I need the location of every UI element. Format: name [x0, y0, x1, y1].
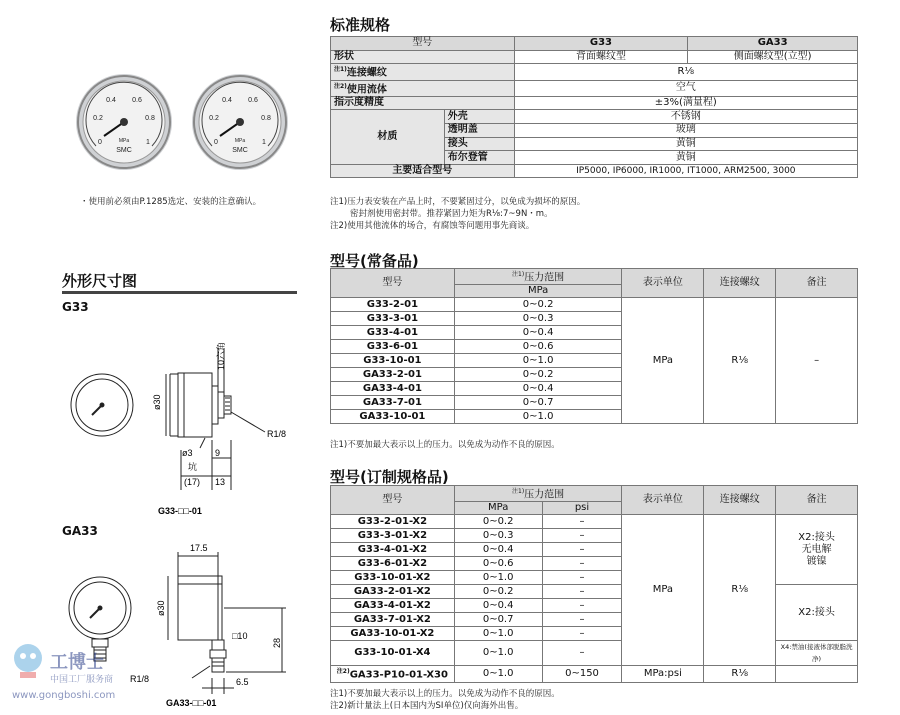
range-psi-cell: – — [542, 599, 622, 613]
model-cell: G33-3-01 — [331, 312, 455, 326]
std-table: 型号 $^{注1)}$压力范围 表示单位 连接螺纹 备注 MPa G33-2-01 0~0.2 MPa R⅛ – G33-3-01 0~0.3 G33-4-01 0~0.4 G33-6-01 0~0.6 G33-10-01 0~1.0 GA33-2-01 0~0.2 GA33-4-01 0~0.4 GA33-7-01 0~0.7 GA33-10-01 0~1.0 — [330, 268, 858, 424]
spec-row-accuracy: 指示度精度 ±3%(满量程) — [331, 96, 858, 110]
g33-d9: 9 — [215, 448, 221, 458]
remark-cell: X4:禁油(接液体部脱脂洗净) — [776, 641, 858, 666]
range-psi-cell: – — [542, 641, 622, 666]
range-mpa-cell: 0~0.2 — [454, 515, 542, 529]
gauge-unit: MPa — [118, 138, 130, 144]
range-cell: 0~0.4 — [454, 382, 622, 396]
spec-notes: 注1)压力表安装在产品上时，不要紧固过分，以免成为损坏的原因。 密封剂使用密封带。推荐紧固力矩为R⅛:7~9N・m。 注2)使用其他流体的场合，有腐蚀等问题用事先商谈。 — [330, 197, 586, 231]
remark-cell — [776, 666, 858, 682]
spec-row-thread: $^{注1)}$连接螺纹 R⅛ — [331, 64, 858, 80]
model-cell — [331, 666, 455, 682]
unit-cell: MPa — [622, 298, 704, 424]
custom-col-thread: 连接螺纹 — [704, 486, 776, 515]
range-mpa-cell: 0~0.4 — [454, 543, 542, 557]
custom-title: 型号(订制规格品) — [330, 468, 449, 486]
model-cell: GA33-7-01 — [331, 396, 455, 410]
unit-cell: MPa:psi — [622, 666, 704, 682]
model-cell: G33-6-01-X2 — [331, 557, 455, 571]
gauge-tick: 0 — [98, 139, 102, 146]
dims-title: 外形尺寸图 — [62, 272, 138, 290]
range-psi-cell: – — [542, 557, 622, 571]
table-row — [331, 666, 858, 682]
range-cell: 0~0.2 — [454, 298, 622, 312]
custom-col-model: 型号 — [331, 486, 455, 515]
ga33-label: GA33 — [62, 524, 98, 538]
thread-cell: R⅛ — [704, 515, 776, 666]
gauge-brand: SMC — [232, 147, 248, 154]
gauge-tick: 0.2 — [93, 115, 103, 122]
range-mpa-cell: 0~1.0 — [454, 666, 542, 682]
range-cell: 0~0.3 — [454, 312, 622, 326]
std-col-thread: 连接螺纹 — [704, 269, 776, 298]
range-cell: 0~0.7 — [454, 396, 622, 410]
range-mpa-cell: 0~0.3 — [454, 529, 542, 543]
model-cell: GA33-4-01 — [331, 382, 455, 396]
gauge-photo-2 — [192, 74, 288, 170]
gauge-tick: 0.8 — [261, 115, 271, 122]
range-mpa-cell: 0~0.2 — [454, 585, 542, 599]
spec-row-shape: 形状 背面螺纹型 侧面螺纹型(立型) — [331, 50, 858, 64]
spec-row-models: 主要适合型号 IP5000, IP6000, IR1000, IT1000, ARM2500, 3000 — [331, 164, 858, 178]
model-cell: GA33-10-01-X2 — [331, 627, 455, 641]
range-psi-cell: – — [542, 515, 622, 529]
gauge-tick: 1 — [146, 139, 150, 146]
g33-hex: 10六角 — [216, 341, 226, 370]
range-psi-cell: – — [542, 613, 622, 627]
range-cell: 0~0.4 — [454, 326, 622, 340]
ga33-d28: 28 — [272, 637, 282, 648]
remark-cell — [776, 515, 858, 585]
gauge-photos — [62, 60, 302, 190]
ga33-r: R1/8 — [130, 674, 150, 684]
gauge-tick: 0 — [214, 139, 218, 146]
spec-row-material: 布尔登管 黄铜 — [331, 151, 858, 165]
model-text: GA33-P10-01-X30 — [349, 669, 448, 681]
model-cell: GA33-2-01-X2 — [331, 585, 455, 599]
custom-col-mpa: MPa — [454, 502, 542, 515]
std-col-range: 压力范围 — [524, 272, 565, 284]
gauge-brand: SMC — [116, 147, 132, 154]
table-row — [331, 298, 858, 312]
spec-row-material: 材质 外壳 不锈钢 — [331, 110, 858, 124]
remark-line: X2:接头 — [798, 531, 835, 543]
ga33-d175: 17.5 — [190, 543, 208, 553]
spec-table — [330, 36, 858, 178]
custom-table: 型号 $^{注1)}$压力范围 表示单位 连接螺纹 备注 MPa psi G33-2-01-X2 0~0.2 – MPa R⅛ X2:接头 无电解 镀镍 G33-3-01-X2 0~0.3 – G33-4-01-X2 0~0.4 – G33-6-01-X2 0~0.6 – G33-10-01-X2 0~1.0 – GA33-2-01-X2 0~0.2 – X2:接头 GA33-4-01-X2 0~0.4 – GA33-7-01-X2 0~0.7 – GA33-10-01-X2 0~1.0 – G33-10-01-X4 0~1.0 – X4:禁油(接液体部脱脂洗净) $^{注2)}$GA33-P10-01-X30 0~1.0 0~150 MPa:psi R⅛ — [330, 485, 858, 683]
model-cell: GA33-10-01 — [331, 410, 455, 424]
watermark — [6, 640, 146, 712]
gauge-unit: MPa — [234, 138, 246, 144]
gauge-tick: 1 — [262, 139, 266, 146]
gauge-photo-1 — [76, 74, 172, 170]
g33-d3: ø3 — [182, 448, 193, 458]
gauge-tick: 0.2 — [209, 115, 219, 122]
std-col-mpa: MPa — [454, 285, 622, 298]
watermark-url: www.gongboshi.com — [12, 690, 116, 701]
gauge-tick: 0.8 — [145, 115, 155, 122]
watermark-sub: 中国工厂服务商 — [50, 675, 114, 685]
range-cell: 0~0.2 — [454, 368, 622, 382]
table-row — [331, 585, 858, 599]
std-footnote: 注1)不要加最大表示以上的压力。以免成为动作不良的原因。 — [330, 440, 560, 450]
range-cell: 0~1.0 — [454, 410, 622, 424]
model-cell: G33-10-01-X2 — [331, 571, 455, 585]
note-marker: 注2) — [336, 668, 350, 676]
dims-title-rule — [62, 291, 297, 294]
spec-header-g33: G33 — [514, 37, 688, 51]
spec-row-material: 接头 黄铜 — [331, 137, 858, 151]
range-mpa-cell: 0~1.0 — [454, 571, 542, 585]
range-psi-cell: 0~150 — [542, 666, 622, 682]
range-mpa-cell: 0~1.0 — [454, 627, 542, 641]
std-col-model: 型号 — [331, 269, 455, 298]
model-cell: G33-10-01-X4 — [331, 641, 455, 666]
range-cell: 0~1.0 — [454, 354, 622, 368]
g33-hole: 坑 — [188, 462, 198, 472]
model-cell: G33-2-01-X2 — [331, 515, 455, 529]
model-cell: G33-2-01 — [331, 298, 455, 312]
range-psi-cell: – — [542, 627, 622, 641]
thread-cell: R⅛ — [704, 298, 776, 424]
g33-d13: 13 — [215, 477, 226, 487]
range-mpa-cell: 0~0.4 — [454, 599, 542, 613]
spec-header-ga33: GA33 — [688, 37, 858, 51]
remark-cell: X2:接头 — [776, 585, 858, 641]
range-psi-cell: – — [542, 585, 622, 599]
range-cell: 0~0.6 — [454, 340, 622, 354]
model-cell: G33-10-01 — [331, 354, 455, 368]
model-cell: GA33-2-01 — [331, 368, 455, 382]
model-cell: G33-4-01-X2 — [331, 543, 455, 557]
range-mpa-cell: 0~0.7 — [454, 613, 542, 627]
spec-header-model: 型号 — [331, 37, 515, 51]
spec-row-fluid: $^{注2)}$使用流体 空气 — [331, 80, 858, 96]
custom-col-remark: 备注 — [776, 486, 858, 515]
model-cell: GA33-4-01-X2 — [331, 599, 455, 613]
remark-cell: – — [776, 298, 858, 424]
photo-caption: ・使用前必须由P.1285选定、安装的注意确认。 — [80, 197, 262, 207]
thread-cell: R⅛ — [704, 666, 776, 682]
ga33-caption: GA33-□□-01 — [166, 698, 217, 708]
ga33-d65: 6.5 — [236, 677, 249, 687]
gauge-tick: 0.4 — [106, 97, 116, 104]
model-cell: G33-6-01 — [331, 340, 455, 354]
custom-col-psi: psi — [542, 502, 622, 515]
custom-col-unit: 表示单位 — [622, 486, 704, 515]
table-row — [331, 641, 858, 666]
custom-footnotes: 注1)不要加最大表示以上的压力。以免成为动作不良的原因。 注2)新计量法上(日本国内为SI单位)仅向海外出售。 — [330, 689, 560, 711]
std-title: 型号(常备品) — [330, 252, 419, 270]
custom-col-range: 压力范围 — [524, 489, 565, 501]
std-col-unit: 表示单位 — [622, 269, 704, 298]
std-col-remark: 备注 — [776, 269, 858, 298]
ga33-dia: ø30 — [156, 600, 166, 616]
range-psi-cell: – — [542, 543, 622, 557]
range-mpa-cell: 0~0.6 — [454, 557, 542, 571]
robot-logo-icon — [10, 640, 46, 680]
range-mpa-cell: 0~1.0 — [454, 641, 542, 666]
gauge-tick: 0.6 — [132, 97, 142, 104]
model-cell: GA33-7-01-X2 — [331, 613, 455, 627]
gauge-tick: 0.4 — [222, 97, 232, 104]
g33-drawing — [60, 330, 300, 520]
range-psi-cell: – — [542, 529, 622, 543]
watermark-brand: 工博士 — [50, 652, 104, 673]
model-cell: G33-4-01 — [331, 326, 455, 340]
remark-line: 无电解 — [801, 543, 832, 555]
g33-r: R1/8 — [267, 429, 287, 439]
spec-row-material: 透明盖 玻璃 — [331, 124, 858, 138]
g33-dia: ø30 — [152, 394, 162, 410]
spec-title: 标准规格 — [330, 16, 391, 34]
unit-cell: MPa — [622, 515, 704, 666]
range-psi-cell: – — [542, 571, 622, 585]
remark-line: 镀镍 — [806, 555, 827, 567]
g33-label: G33 — [62, 300, 89, 314]
g33-d17: (17) — [184, 477, 201, 487]
model-cell: G33-3-01-X2 — [331, 529, 455, 543]
ga33-sq: □10 — [232, 631, 248, 641]
table-row — [331, 515, 858, 529]
g33-caption: G33-□□-01 — [158, 506, 202, 516]
gauge-tick: 0.6 — [248, 97, 258, 104]
